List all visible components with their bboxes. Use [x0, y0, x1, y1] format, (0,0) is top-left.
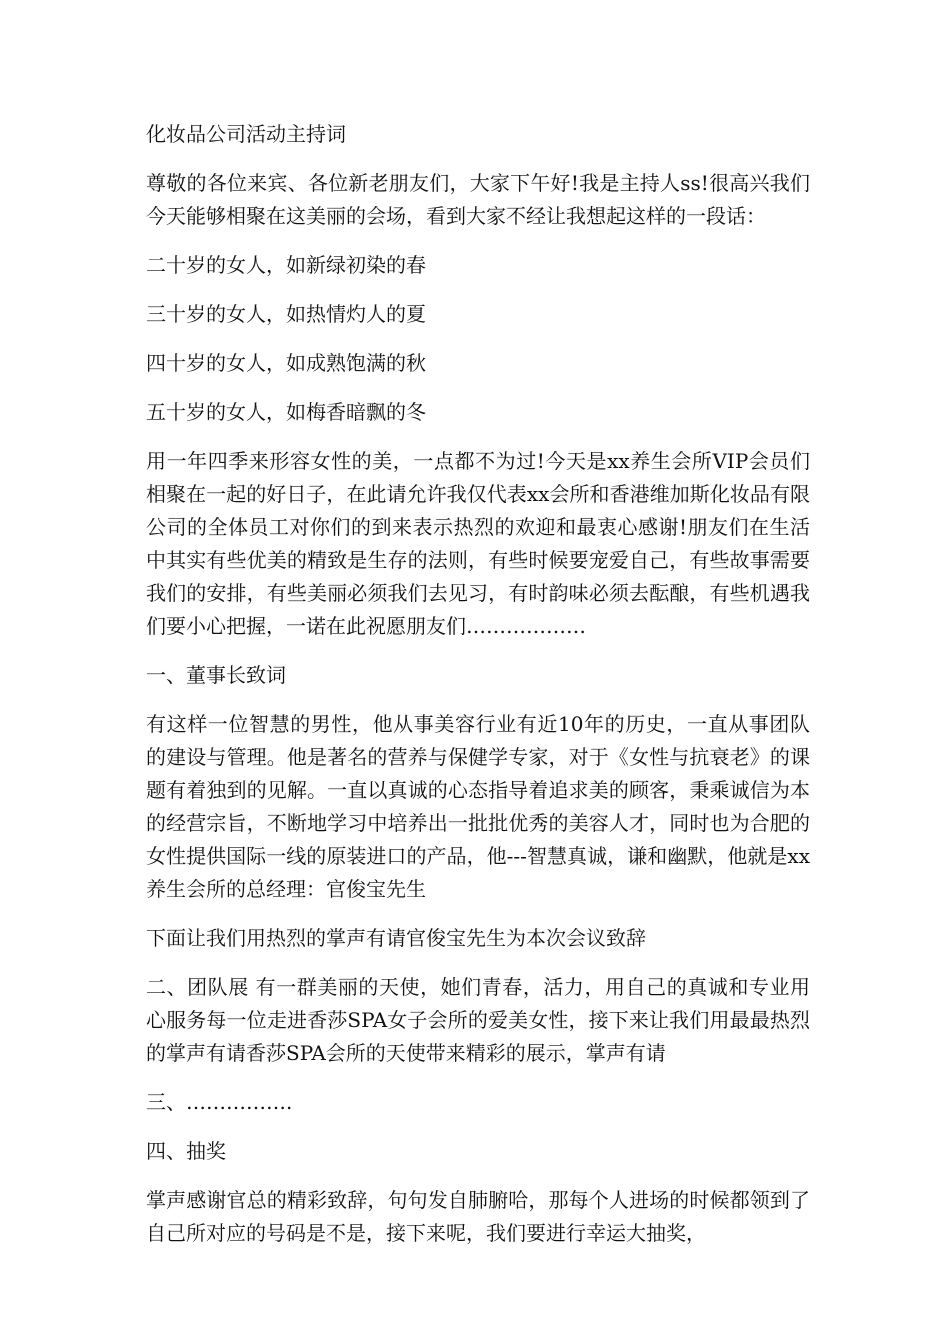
- paragraph-age-fifty: 五十岁的女人，如梅香暗飘的冬: [146, 400, 426, 424]
- paragraph-age-twenty: 二十岁的女人，如新绿初染的春: [146, 253, 426, 277]
- paragraph-greeting: 尊敬的各位来宾、各位新老朋友们，大家下午好!我是主持人ss!很高兴我们今天能够相聚在这美丽的会场，看到大家不经让我想起这样的一段话：: [146, 171, 810, 228]
- paragraph-age-forty: 四十岁的女人，如成熟饱满的秋: [146, 351, 426, 375]
- paragraph-chairman-intro: 有这样一位智慧的男性，他从事美容行业有近10年的历史，一直从事团队的建设与管理。他是著名的营养与保健学专家，对于《女性与抗衰老》的课题有着独到的见解。一直以真诚的心态指导着追求美的顾客，秉乘诚信为本的经营宗旨，不断地学习中培养出一批批优秀的美容人才，同时也为合肥的女性提供国际一线的原装进口的产品，他---智慧真诚，谦和幽默，他就是xx养生会所的总经理：官俊宝先生: [146, 712, 810, 901]
- document-title: 化妆品公司活动主持词: [146, 122, 346, 146]
- section-heading-chairman: 一、董事长致词: [146, 663, 286, 687]
- paragraph-age-thirty: 三十岁的女人，如热情灼人的夏: [146, 302, 426, 326]
- paragraph-lottery: 掌声感谢官总的精彩致辞，句句发自肺腑哈，那每个人进场的时候都领到了自己所对应的号码是不是，接下来呢，我们要进行幸运大抽奖，: [146, 1188, 810, 1245]
- section-heading-lottery: 四、抽奖: [146, 1139, 226, 1163]
- paragraph-team-show: 二、团队展 有一群美丽的天使，她们青春，活力，用自己的真诚和专业用心服务每一位走进香莎SPA女子会所的爱美女性，接下来让我们用最最热烈的掌声有请香莎SPA会所的天使带来精彩的展示，掌声有请: [146, 975, 810, 1065]
- paragraph-applause-invite: 下面让我们用热烈的掌声有请官俊宝先生为本次会议致辞: [146, 926, 646, 950]
- document-body: [146, 118, 810, 1266]
- section-heading-three: 三、…………….: [146, 1090, 293, 1114]
- paragraph-welcome: 用一年四季来形容女性的美，一点都不为过!今天是xx养生会所VIP会员们相聚在一起的好日子，在此请允许我仅代表xx会所和香港维加斯化妆品有限公司的全体员工对你们的到来表示热烈的欢迎和最衷心感谢!朋友们在生活中其实有些优美的精致是生存的法则，有些时候要宠爱自己，有些故事需要我们的安排，有些美丽必须我们去见习，有时韵味必须去酝酿，有些机遇我们要小心把握，一诺在此祝愿朋友们………………: [146, 449, 810, 638]
